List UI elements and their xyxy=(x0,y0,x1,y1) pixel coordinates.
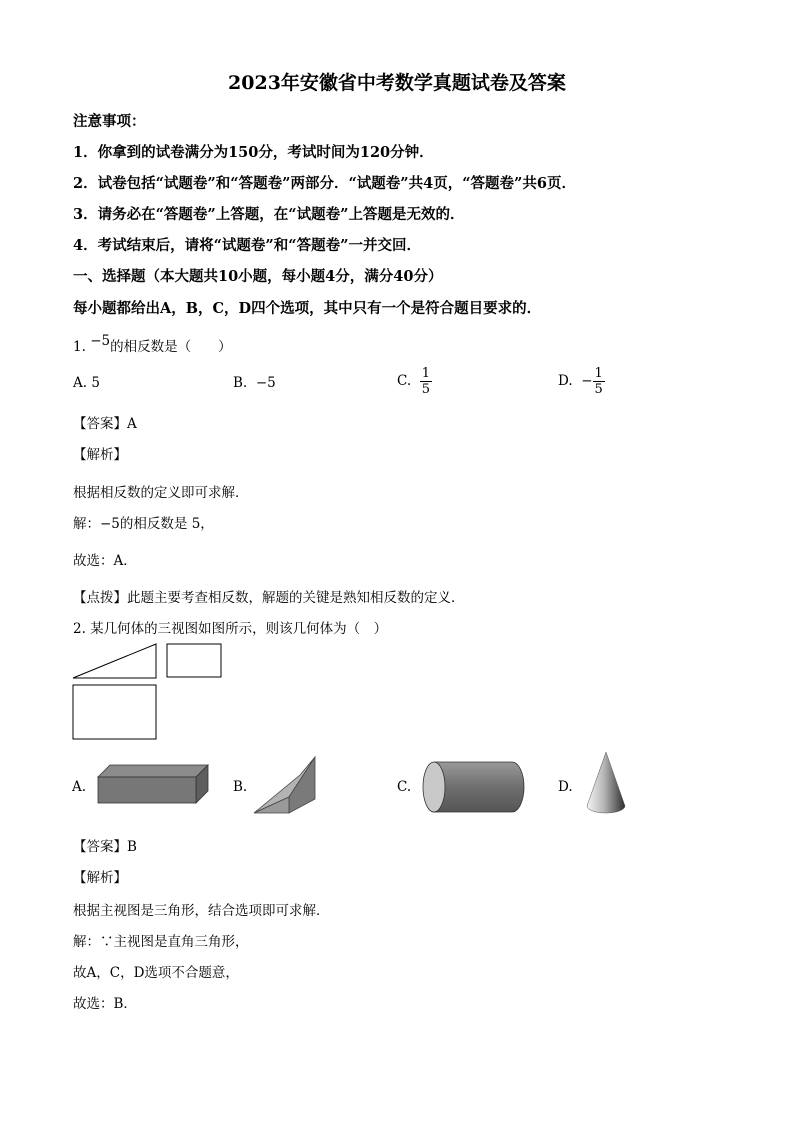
option-value: −5 xyxy=(255,375,276,391)
answer-1: 【答案】A xyxy=(73,416,137,432)
choice-1: 故选：A． xyxy=(73,553,137,569)
analysis-heading-1: 【解析】 xyxy=(73,447,127,463)
front-view-triangle xyxy=(73,644,156,678)
question-number: 1. xyxy=(73,339,86,355)
option-d xyxy=(558,366,605,397)
solution-2-line-1: 解：∵主视图是直角三角形， xyxy=(73,934,249,950)
denominator: 5 xyxy=(594,382,603,397)
comment-1: 【点拨】此题主要考查相反数，解题的关键是熟知相反数的定义． xyxy=(73,590,465,606)
solution-1: 解：−5的相反数是 5， xyxy=(73,516,214,532)
option-d-label: D. xyxy=(558,779,573,795)
section-instruction: 每小题都给出A，B，C，D四个选项，其中只有一个是符合题目要求的． xyxy=(73,300,542,317)
analysis-1: 根据相反数的定义即可求解． xyxy=(73,485,249,501)
notice-item-3: 3．请务必在“答题卷”上答题，在“试题卷”上答题是无效的． xyxy=(73,206,465,223)
option-label: C. xyxy=(397,373,412,389)
analysis-heading-2: 【解析】 xyxy=(73,870,127,886)
notice-item-2: 2．试卷包括“试题卷”和“答题卷”两部分．“试题卷”共4页，“答题卷”共6页． xyxy=(73,175,576,192)
numerator: 1 xyxy=(421,366,431,381)
numerator: 1 xyxy=(594,366,603,381)
option-b xyxy=(233,375,276,391)
option-a: A. 5 xyxy=(73,375,100,391)
side-view-rectangle xyxy=(167,644,221,677)
question-2: 2. 某几何体的三视图如图所示，则该几何体为（ ） xyxy=(73,621,388,637)
cylinder-figure xyxy=(422,760,526,814)
cuboid-figure xyxy=(96,764,211,806)
answer-2: 【答案】B xyxy=(73,839,137,855)
option-a-label: A. xyxy=(72,779,87,795)
fraction xyxy=(593,366,605,397)
choice-2: 故选：B． xyxy=(73,996,137,1012)
page-title: 2023年安徽省中考数学真题试卷及答案 xyxy=(228,72,566,94)
cone-figure xyxy=(584,750,634,816)
question-1 xyxy=(73,335,232,355)
minus-sign: − xyxy=(581,373,593,389)
option-b-label: B. xyxy=(233,779,248,795)
option-c-label: C. xyxy=(397,779,412,795)
section-heading: 一、选择题（本大题共10小题，每小题4分，满分40分） xyxy=(73,268,443,285)
option-c xyxy=(397,366,432,397)
notice-item-1: 1．你拿到的试卷满分为150分，考试时间为120分钟． xyxy=(73,144,434,161)
option-label: B. xyxy=(233,375,248,391)
notice-item-4: 4．考试结束后，请将“试题卷”和“答题卷”一并交回． xyxy=(73,237,421,254)
notice-heading: 注意事项： xyxy=(73,113,146,130)
triangular-prism-figure xyxy=(252,755,322,817)
analysis-2: 根据主视图是三角形，结合选项即可求解． xyxy=(73,903,330,919)
question-expression: −5 xyxy=(90,333,111,349)
fraction xyxy=(420,366,432,397)
three-views-figure xyxy=(72,642,232,742)
solution-2-line-2: 故A，C，D选项不合题意， xyxy=(73,965,239,981)
option-label: D. xyxy=(558,373,573,389)
top-view-rectangle xyxy=(73,685,156,739)
question-stem: 的相反数是（ ） xyxy=(110,339,232,355)
denominator: 5 xyxy=(421,382,431,397)
